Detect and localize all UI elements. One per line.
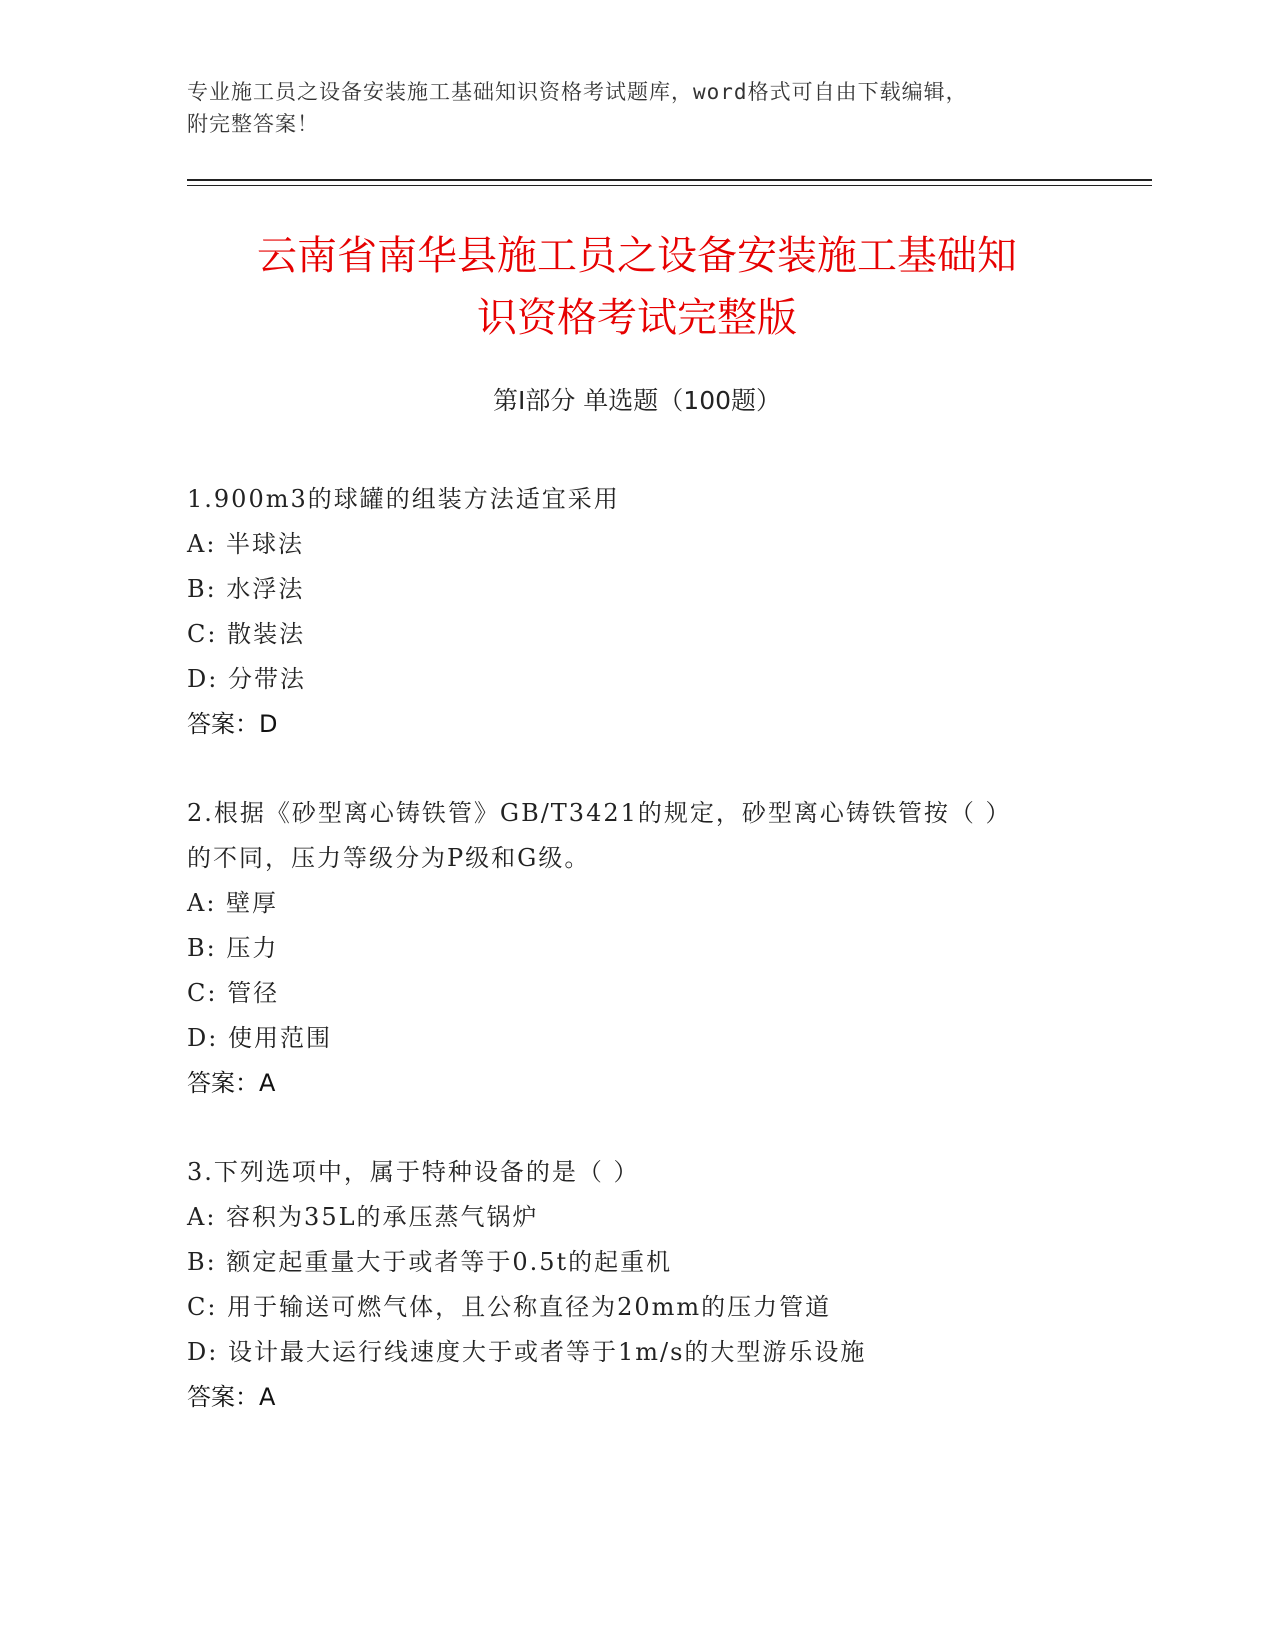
option-b: B: 额定起重量大于或者等于0.5t的起重机 bbox=[187, 1248, 673, 1276]
option-d: D: 分带法 bbox=[187, 665, 306, 693]
answer-line: 答案：A bbox=[187, 1069, 276, 1097]
question-3 bbox=[187, 1150, 1087, 1420]
option-c: C: 散装法 bbox=[187, 620, 306, 648]
option-b: B: 水浮法 bbox=[187, 575, 305, 603]
document-title-line-1: 云南省南华县施工员之设备安装施工基础知 bbox=[257, 233, 1017, 279]
answer-line: 答案：D bbox=[187, 710, 278, 738]
option-d: D: 设计最大运行线速度大于或者等于1m/s的大型游乐设施 bbox=[187, 1338, 867, 1366]
question-stem: 1.900m3的球罐的组装方法适宜采用 bbox=[187, 485, 620, 513]
document-title-line-2: 识资格考试完整版 bbox=[477, 295, 797, 341]
option-d: D: 使用范围 bbox=[187, 1024, 332, 1052]
header-divider-thick bbox=[187, 179, 1152, 181]
section-heading: 第Ⅰ部分 单选题（100题） bbox=[492, 386, 782, 415]
option-c: C: 管径 bbox=[187, 979, 280, 1007]
header-note-line-1: 专业施工员之设备安装施工基础知识资格考试题库，word格式可自由下载编辑， bbox=[187, 80, 968, 104]
header-note bbox=[187, 76, 1087, 140]
question-list bbox=[187, 477, 1087, 1464]
header-note-line-2: 附完整答案！ bbox=[187, 112, 319, 136]
answer-line: 答案：A bbox=[187, 1383, 276, 1411]
header-divider-thin bbox=[187, 185, 1152, 186]
question-stem-line-2: 的不同，压力等级分为P级和G级。 bbox=[187, 844, 591, 872]
option-a: A: 容积为35L的承压蒸气锅炉 bbox=[187, 1203, 539, 1231]
document-title bbox=[187, 225, 1087, 349]
option-a: A: 壁厚 bbox=[187, 889, 279, 917]
option-a: A: 半球法 bbox=[187, 530, 305, 558]
question-stem-line-1: 2.根据《砂型离心铸铁管》GB/T3421的规定，砂型离心铸铁管按（ ） bbox=[187, 799, 1012, 827]
question-2 bbox=[187, 791, 1087, 1106]
option-b: B: 压力 bbox=[187, 934, 279, 962]
question-1 bbox=[187, 477, 1087, 747]
option-c: C: 用于输送可燃气体，且公称直径为20mm的压力管道 bbox=[187, 1293, 832, 1321]
question-stem: 3.下列选项中，属于特种设备的是（ ） bbox=[187, 1158, 640, 1186]
